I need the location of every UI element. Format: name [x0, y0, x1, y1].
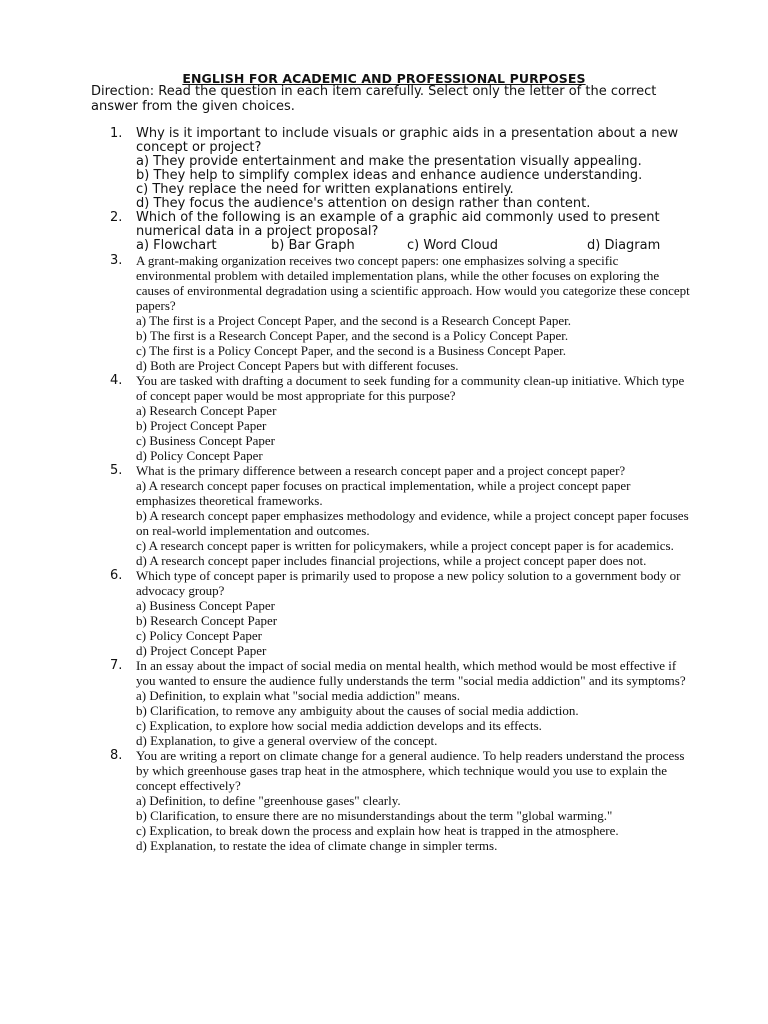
question-4 — [110, 373, 690, 463]
answer-option-d: d) A research concept paper includes financial projections, while a project concept paper does not. — [136, 553, 647, 568]
question-stem: You are tasked with drafting a document to seek funding for a community clean-up initiative. Which type of concept paper would be most appropriate for this purpose? — [136, 373, 685, 403]
question-stem: Which type of concept paper is primarily used to propose a new policy solution to a government body or advocacy group? — [136, 568, 681, 598]
directions-text: Direction: Read the question in each item carefully. Select only the letter of the correct answer from the given choices. — [91, 84, 657, 114]
answer-option-d: d) Explanation, to give a general overview of the concept. — [136, 733, 438, 748]
answer-option-c: c) They replace the need for written explanations entirely. — [136, 182, 514, 197]
answer-option-d: d) Diagram — [587, 238, 661, 253]
answer-option-d: d) They focus the audience's attention on design rather than content. — [136, 196, 591, 211]
answer-option-a: a) Definition, to explain what "social media addiction" means. — [136, 688, 460, 703]
answer-option-d: d) Both are Project Concept Papers but with different focuses. — [136, 358, 459, 373]
question-stem: What is the primary difference between a research concept paper and a project concept paper? — [136, 463, 626, 478]
question-6 — [110, 568, 690, 658]
answer-option-c: c) Policy Concept Paper — [136, 628, 262, 643]
answer-option-c: c) The first is a Policy Concept Paper, and the second is a Business Concept Paper. — [136, 343, 566, 358]
answer-option-d: d) Project Concept Paper — [136, 643, 267, 658]
answer-option-a: a) Business Concept Paper — [136, 598, 276, 613]
question-number: 2. — [110, 210, 123, 225]
question-stem: Why is it important to include visuals or graphic aids in a presentation about a new concept or project? — [136, 126, 679, 155]
answer-option-b: b) Project Concept Paper — [136, 418, 267, 433]
answer-option-a: a) Research Concept Paper — [136, 403, 277, 418]
question-list — [110, 127, 690, 853]
answer-option-b: b) Research Concept Paper — [136, 613, 278, 628]
question-number: 8. — [110, 748, 123, 763]
question-number: 6. — [110, 568, 123, 583]
answer-option-a: a) Definition, to define "greenhouse gases" clearly. — [136, 793, 401, 808]
question-8 — [110, 748, 690, 853]
question-7 — [110, 658, 690, 748]
answer-option-b: b) A research concept paper emphasizes methodology and evidence, while a project concept paper focuses on real-world implementation and outcomes. — [136, 508, 689, 538]
answer-option-d: d) Policy Concept Paper — [136, 448, 263, 463]
answer-option-b: b) They help to simplify complex ideas and enhance audience understanding. — [136, 168, 643, 183]
answer-option-b: b) Clarification, to ensure there are no misunderstandings about the term "global warming." — [136, 808, 613, 823]
answer-option-c: c) Explication, to break down the process and explain how heat is trapped in the atmosphere. — [136, 823, 619, 838]
answer-option-a: a) The first is a Project Concept Paper, and the second is a Research Concept Paper. — [136, 313, 571, 328]
question-number: 7. — [110, 658, 123, 673]
answer-options-row — [136, 239, 690, 253]
question-stem: A grant-making organization receives two concept papers: one emphasizes solving a specific environmental problem with detailed implementation plans, while the other focuses on exploring the causes of environmental degradation using a scientific approach. How would you categorize these concept papers? — [136, 253, 690, 313]
answer-option-c: c) A research concept paper is written for policymakers, while a project concept paper is for academics. — [136, 538, 674, 553]
question-3 — [110, 253, 690, 373]
answer-option-a: a) Flowchart — [136, 238, 217, 253]
answer-option-b: b) Clarification, to remove any ambiguity about the causes of social media addiction. — [136, 703, 579, 718]
answer-option-a: a) They provide entertainment and make the presentation visually appealing. — [136, 154, 642, 169]
question-number: 1. — [110, 126, 123, 141]
answer-option-c: c) Word Cloud — [407, 238, 499, 253]
question-5 — [110, 463, 690, 568]
question-stem: You are writing a report on climate change for a general audience. To help readers understand the process by which greenhouse gases trap heat in the atmosphere, which technique would you use to explain the concept effectively? — [136, 748, 685, 793]
answer-option-d: d) Explanation, to restate the idea of climate change in simpler terms. — [136, 838, 498, 853]
answer-option-c: c) Business Concept Paper — [136, 433, 276, 448]
question-stem: In an essay about the impact of social media on mental health, which method would be most effective if you wanted to ensure the audience fully understands the term "social media addiction" and its symptoms? — [136, 658, 686, 688]
answer-option-b: b) Bar Graph — [271, 238, 355, 253]
question-2 — [110, 211, 690, 253]
question-number: 3. — [110, 253, 123, 268]
answer-option-c: c) Explication, to explore how social media addiction develops and its effects. — [136, 718, 542, 733]
question-number: 5. — [110, 463, 123, 478]
question-1 — [110, 127, 690, 211]
answer-option-a: a) A research concept paper focuses on practical implementation, while a project concept paper emphasizes theoretical frameworks. — [136, 478, 631, 508]
answer-option-b: b) The first is a Research Concept Paper, and the second is a Policy Concept Paper. — [136, 328, 569, 343]
document-title: ENGLISH FOR ACADEMIC AND PROFESSIONAL PURPOSES — [182, 71, 586, 86]
question-number: 4. — [110, 373, 123, 388]
question-stem: Which of the following is an example of a graphic aid commonly used to present numerical data in a project proposal? — [136, 210, 660, 239]
